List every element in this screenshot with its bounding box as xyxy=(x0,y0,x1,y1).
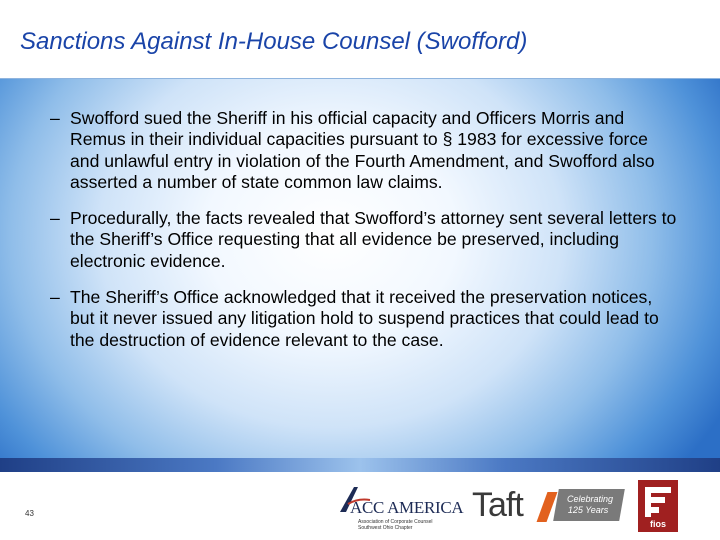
bullet-text: Procedurally, the facts revealed that Swofford’s attorney sent several letters to the Sheriff’s Office requesting that all evidence be preserved, including electronic evidence. xyxy=(70,208,677,271)
taft-logo xyxy=(472,486,622,526)
bullet-dash: – xyxy=(50,287,60,308)
taft-badge-line2: 125 Years xyxy=(567,505,609,515)
bottom-band xyxy=(0,458,720,472)
acc-america-logo xyxy=(338,484,464,531)
title-bar xyxy=(0,0,720,78)
bullet-dash: – xyxy=(50,108,60,128)
taft-anniversary-badge xyxy=(553,489,625,521)
bullet-item xyxy=(50,108,680,193)
bullet-item xyxy=(50,287,680,351)
acc-subtitle-2: Southwest Ohio Chapter xyxy=(358,525,413,531)
footer xyxy=(0,472,720,540)
bullet-item xyxy=(50,208,680,272)
bullet-text: The Sheriff’s Office acknowledged that it received the preservation notices, but it never issued any litigation hold to suspend practices that could lead to the destruction of evidence relevant to the case. xyxy=(70,287,659,350)
page-number: 43 xyxy=(25,509,34,518)
bullet-text: Swofford sued the Sheriff in his official capacity and Officers Morris and Remus in their individual capacities pursuant to § 1983 for excessive force and unlawful entry in violation of the Fourth Amendment, and Swofford also asserted a number of state common law claims. xyxy=(70,108,655,192)
bullet-dash: – xyxy=(50,208,60,229)
acc-name: ACC AMERICA xyxy=(350,498,464,517)
fios-mark-icon xyxy=(641,483,675,519)
taft-badge-line1: Celebrating xyxy=(566,494,613,504)
taft-name: Taft xyxy=(472,486,523,524)
slide-title: Sanctions Against In-House Counsel (Swofford) xyxy=(20,28,528,55)
fios-name: fios xyxy=(649,519,666,529)
fios-logo xyxy=(638,480,678,532)
acc-subtitle-1: Association of Corporate Counsel xyxy=(358,519,433,525)
bullet-list xyxy=(50,108,680,366)
